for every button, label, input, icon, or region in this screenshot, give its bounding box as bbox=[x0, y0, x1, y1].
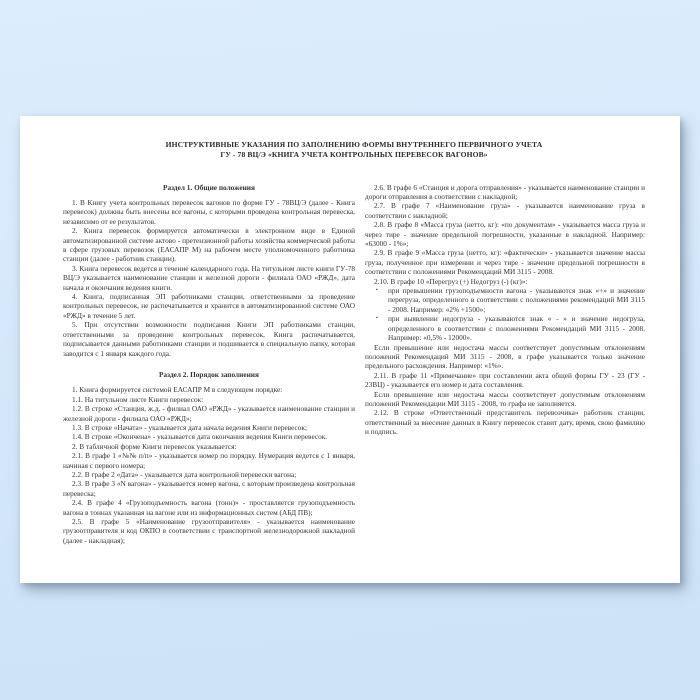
document-title-line2: ГУ - 78 ВЦ/Э «КНИГА УЧЕТА КОНТРОЛЬНЫХ ПЕРЕВЕСОК ВАГОНОВ» bbox=[220, 149, 488, 159]
paragraph: 2.8. В графе 8 «Масса груза (нетто, кг): «по документам» - указывается масса груза и через тире - значение предельной погрешности, указанные в накладной. Например: «63000 - 1%»; bbox=[365, 220, 645, 249]
section-heading: Раздел 2. Порядок заполнения bbox=[159, 369, 259, 379]
paragraph: 2.7. В графе 7 «Наименование груза» - указывается наименование груза в соответствии с накладной; bbox=[365, 201, 645, 220]
section-heading: Раздел 1. Общие положения bbox=[163, 182, 255, 192]
paragraph: 1.4. В строке «Окончена» - указывается дата окончания ведения Книги перевесок. bbox=[72, 432, 328, 442]
paragraph: 3. Книга перевесок ведется в течение календарного года. На титульном листе книги ГУ-78 ВЦ/Э указывается наименование станции и железной дороги - филиала ОАО «РЖД», дата начала и окончания ведения книги. bbox=[63, 263, 355, 292]
paragraph: 2. В табличной форме Книги перевесок указывается: bbox=[72, 441, 237, 451]
paragraph: Если превышение или недостача массы соответствует допустимым отклонениям положений Рекомендаций МИ 3115 - 2008, в графе указывается только значение предельного расхождения. Например: «1%». bbox=[365, 342, 645, 371]
bullet-square-icon: ▪ bbox=[376, 316, 378, 322]
bullet-square-icon: ▪ bbox=[376, 288, 378, 294]
bullet-text: при превышении грузоподъемности вагона - указываются знак «+» и значение перегруза, определенного в соответствии с положениями рекомендаций МИ 3115 - 2008. Например: «2% +1500»; bbox=[388, 286, 645, 314]
document-columns bbox=[63, 183, 645, 546]
bullet-item bbox=[365, 286, 645, 314]
paragraph: Если превышение или недостача массы соответствует допустимым отклонениям положений Рекомендации МИ 3115 - 2008, то графа не заполняется. bbox=[365, 389, 645, 408]
paragraph: 2.6. В графе 6 «Станция и дорога отправления» - указывается наименование станции и дороги отправления в соответствии с накладной; bbox=[365, 182, 645, 201]
document-title bbox=[63, 140, 645, 160]
document-title-line1: ИНСТРУКТИВНЫЕ УКАЗАНИЯ ПО ЗАПОЛНЕНИЮ ФОРМЫ ВНУТРЕННЕГО ПЕРВИЧНОГО УЧЕТА bbox=[165, 140, 543, 149]
paragraph: 4. Книга, подписанная ЭП работниками станции, ответственными за проведение контрольных перевесок, не распечатывается и хранится в автоматизированной системе ОАО «РЖД» в течение 5 лет. bbox=[63, 292, 355, 320]
document-page bbox=[20, 116, 680, 583]
bullet-text: при выявлении недогруза - указываются знак « - » и значение недогруза, определенного в соответствии с положениями Рекомендаций МИ 3115 - 2008. Например: «0,5% - 12000». bbox=[388, 314, 645, 343]
paragraph: 2.9. В графе 9 «Масса груза (нетто, кг): «фактически» - указывается значение массы груза, полученное при измерении и через тире - значение предельной погрешности в соответствии с положениями Рекомендаций МИ 3115 - 2008. bbox=[365, 248, 645, 277]
paragraph: 2. Книга перевесок формируется автоматически в электронном виде в Единой автоматизированной системе актово - претензионной работы хозяйства коммерческой работы в сфере грузовых перевозок (ЕАСАПР М) на рабочем месте уполномоченного работника станции (далее - работник станции). bbox=[63, 226, 355, 264]
paragraph: 1.1. На титульном листе Книги перевесок: bbox=[72, 394, 204, 404]
paragraph: 2.1. В графе 1 «№№ п/п» - указывается номер по порядку. Нумерация ведется с 1 января, начиная с первого номера; bbox=[63, 451, 355, 470]
paragraph: 2.3. В графе 3 «N вагона» - указывается номер вагона, с которым произведена контрольная перевеска; bbox=[63, 479, 355, 498]
column-right bbox=[365, 183, 645, 546]
paragraph: 2.2. В графе 2 «Дата» - указывается дата контрольной перевески вагона; bbox=[72, 469, 297, 479]
paragraph: 2.5. В графе 5 «Наименование грузоотправителя» - указывается наименование грузоотправителя и код ОКПО в соответствии с транспортной железнодорожной накладной (далее - накладная); bbox=[63, 517, 355, 545]
paragraph: 5. При отсутствии возможности подписания Книги ЭП работниками станции, ответственными за проведение контрольных перевесок, Книга распечатывается, подписывается данными работниками станции и подшивается в специальную папку, которая заводится с 1 января каждого года. bbox=[63, 320, 355, 358]
paragraph: 1. В Книгу учета контрольных перевесок вагонов по форме ГУ - 78ВЦ/Э (далее - Книга перевесок) должны быть внесены все вагоны, с которыми проведена контрольная перевеска, независимо от ее результатов. bbox=[63, 198, 355, 226]
paragraph: 2.4. В графе 4 «Грузоподъемность вагона (тонн)» - проставляется грузоподъемность вагона в тоннах указанная на вагоне или из информационных систем (АБД ПВ); bbox=[63, 498, 355, 517]
paragraph: 2.10. В графе 10 «Перегруз (+) Недогруз (-) (кг)»: bbox=[374, 276, 528, 286]
column-left bbox=[63, 183, 355, 546]
bullet-item bbox=[365, 314, 645, 342]
paragraph: 1.3. В строке «Начата» - указывается дата начала ведения Книги перевесок; bbox=[72, 422, 307, 432]
paragraph: 2.12. В строке «Ответственный представитель перевозчика» работник станции, ответственный за внесение данных в Книгу перевесок ставит дату, время, свою фамилию и подпись. bbox=[365, 408, 645, 437]
paragraph: 1.2. В строке «Станция, ж.д. - филиал ОАО «РЖД» - указывается наименование станции и железной дороги - филиала ОАО «РЖД»; bbox=[63, 404, 355, 423]
paragraph: 2.11. В графе 11 «Примечание» при составлении акта общей формы ГУ - 23 (ГУ - 23ВЦ) - указывается его номер и дата составления. bbox=[365, 370, 645, 390]
paragraph: 1. Книга формируется системой ЕАСАПР М в следующем порядке: bbox=[72, 385, 283, 395]
